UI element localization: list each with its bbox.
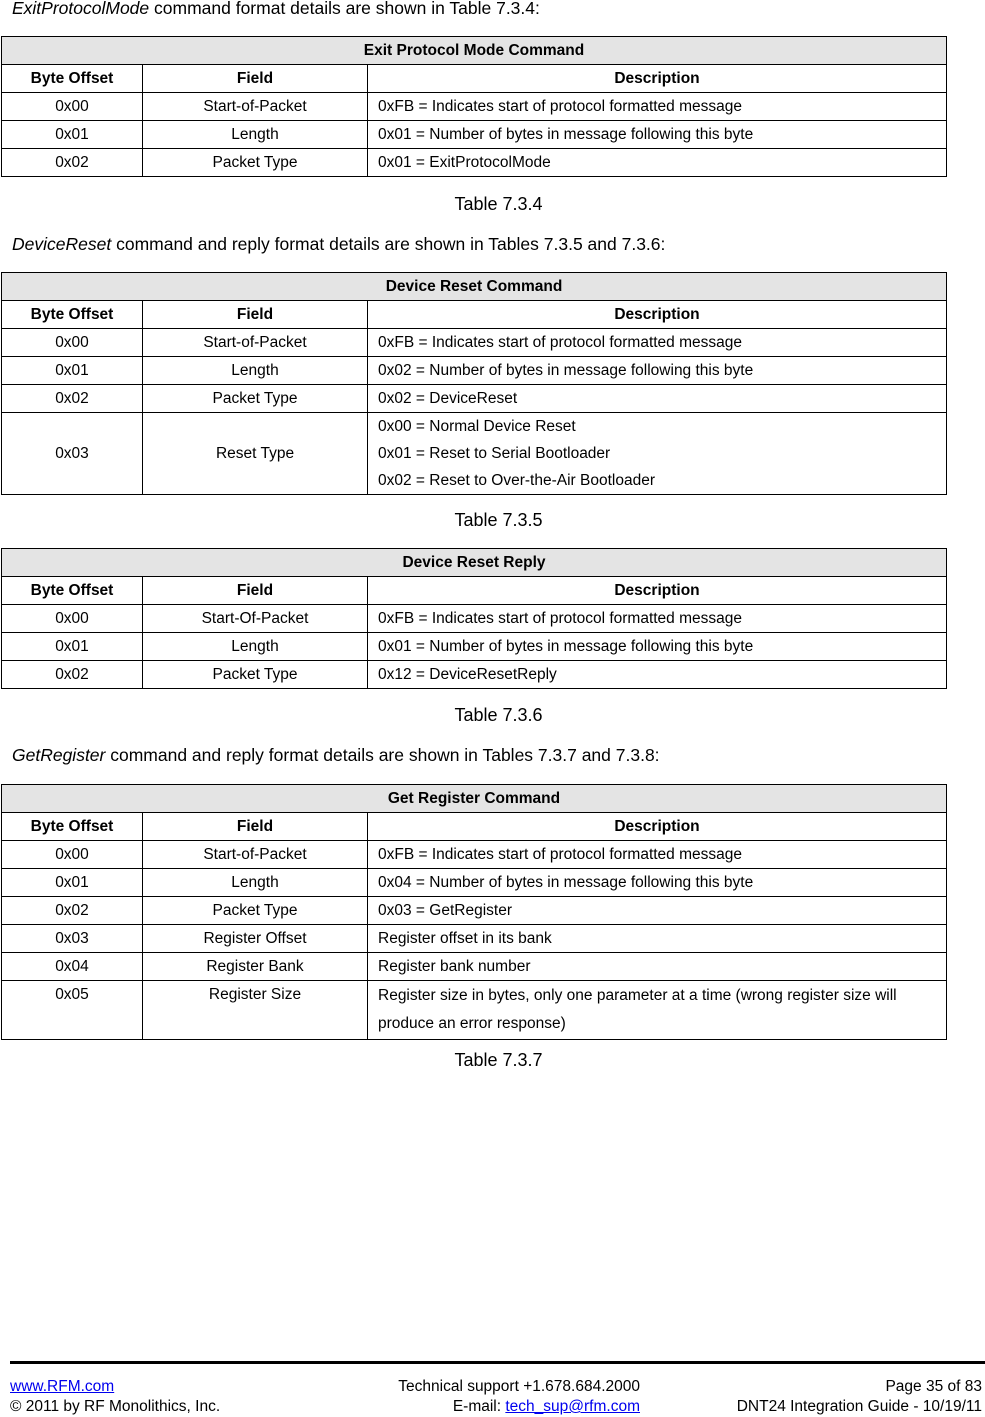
footer-center: [0, 1377, 640, 1417]
cell-description: 0xFB = Indicates start of protocol formatted message: [368, 841, 947, 869]
table-row: [2, 93, 947, 121]
cell-description: Register offset in its bank: [368, 925, 947, 953]
table-caption: Table 7.3.4: [454, 194, 543, 214]
table-title-row: [2, 785, 947, 813]
table-device-reset-reply: [1, 548, 947, 689]
table-title: Get Register Command: [2, 785, 947, 813]
table-title: Exit Protocol Mode Command: [2, 37, 947, 65]
table-title-row: [2, 37, 947, 65]
cell-field: Length: [143, 633, 368, 661]
header-byte-offset: Byte Offset: [2, 301, 143, 329]
table-caption: Table 7.3.7: [454, 1050, 543, 1070]
table-get-register-command: [1, 784, 947, 1040]
intro-text: command and reply format details are shown in Tables 7.3.5 and 7.3.6:: [111, 234, 666, 254]
header-description: Description: [368, 301, 947, 329]
copyright-text: © 2011 by RF Monolithics, Inc.: [10, 1398, 221, 1415]
table-row: [2, 953, 947, 981]
support-phone: Technical support +1.678.684.2000: [398, 1378, 640, 1395]
cell-description: 0xFB = Indicates start of protocol formatted message: [368, 329, 947, 357]
table-row: [2, 413, 947, 495]
table-row: [2, 897, 947, 925]
table-title-row: [2, 273, 947, 301]
cell-field: Register Size: [143, 981, 368, 1040]
cell-offset: 0x01: [2, 633, 143, 661]
cell-offset: 0x04: [2, 953, 143, 981]
footer-right: [737, 1377, 982, 1417]
website-link[interactable]: www.RFM.com: [10, 1378, 115, 1395]
cell-description: 0xFB = Indicates start of protocol formatted message: [368, 93, 947, 121]
cell-description: 0x01 = Number of bytes in message following this byte: [368, 633, 947, 661]
cell-offset: 0x00: [2, 93, 143, 121]
table-row: [2, 925, 947, 953]
cell-offset: 0x02: [2, 897, 143, 925]
cell-description: 0x02 = DeviceReset: [368, 385, 947, 413]
guide-title: DNT24 Integration Guide - 10/19/11: [736, 1398, 982, 1415]
cell-offset: 0x01: [2, 869, 143, 897]
table-caption: Table 7.3.6: [454, 705, 543, 725]
header-description: Description: [368, 577, 947, 605]
table-title-row: [2, 549, 947, 577]
cell-field: Length: [143, 121, 368, 149]
table-header-row: [2, 577, 947, 605]
cell-description: Register size in bytes, only one parameter at a time (wrong register size will produce an error response): [368, 981, 947, 1040]
cell-description: 0x04 = Number of bytes in message following this byte: [368, 869, 947, 897]
cell-description: Register bank number: [368, 953, 947, 981]
cell-field: Start-of-Packet: [143, 329, 368, 357]
table-row: [2, 981, 947, 1040]
page-number: Page 35 of 83: [885, 1378, 982, 1395]
table-device-reset-command: [1, 272, 947, 495]
table-header-row: [2, 301, 947, 329]
cell-field: Register Bank: [143, 953, 368, 981]
footer-divider: [10, 1361, 985, 1364]
cell-offset: 0x01: [2, 121, 143, 149]
header-field: Field: [143, 65, 368, 93]
table-header-row: [2, 65, 947, 93]
header-description: Description: [368, 813, 947, 841]
email-label: E-mail:: [452, 1398, 506, 1415]
cell-offset: 0x02: [2, 149, 143, 177]
header-field: Field: [143, 577, 368, 605]
intro-device-reset: [12, 233, 665, 255]
cell-field: Reset Type: [143, 413, 368, 495]
cell-field: Packet Type: [143, 385, 368, 413]
header-byte-offset: Byte Offset: [2, 813, 143, 841]
cell-field: Length: [143, 357, 368, 385]
table-caption: Table 7.3.5: [454, 510, 543, 530]
header-description: Description: [368, 65, 947, 93]
cell-offset: 0x02: [2, 385, 143, 413]
description-line: 0x01 = Reset to Serial Bootloader: [378, 445, 611, 462]
table-row: [2, 121, 947, 149]
table-row: [2, 149, 947, 177]
cell-field: Register Offset: [143, 925, 368, 953]
cell-description: 0x03 = GetRegister: [368, 897, 947, 925]
cell-field: Start-of-Packet: [143, 841, 368, 869]
cell-field: Packet Type: [143, 661, 368, 689]
cell-field: Start-Of-Packet: [143, 605, 368, 633]
description-line: 0x00 = Normal Device Reset: [378, 418, 576, 435]
table-row: [2, 869, 947, 897]
table-exit-protocol-mode: [1, 36, 947, 177]
table-title: Device Reset Reply: [2, 549, 947, 577]
table-row: [2, 385, 947, 413]
cell-field: Packet Type: [143, 149, 368, 177]
cell-offset: 0x05: [2, 981, 143, 1040]
cell-description: 0x12 = DeviceResetReply: [368, 661, 947, 689]
table-row: [2, 357, 947, 385]
cell-offset: 0x03: [2, 925, 143, 953]
intro-text: command format details are shown in Table 7.3.4:: [149, 0, 540, 18]
table-header-row: [2, 813, 947, 841]
header-field: Field: [143, 813, 368, 841]
table-title: Device Reset Command: [2, 273, 947, 301]
header-field: Field: [143, 301, 368, 329]
command-name: DeviceReset: [12, 234, 112, 254]
cell-description: 0x01 = Number of bytes in message following this byte: [368, 121, 947, 149]
intro-exit-protocol-mode: [12, 0, 540, 19]
cell-description: 0x01 = ExitProtocolMode: [368, 149, 947, 177]
header-byte-offset: Byte Offset: [2, 577, 143, 605]
cell-field: Start-of-Packet: [143, 93, 368, 121]
cell-field: Packet Type: [143, 897, 368, 925]
table-row: [2, 605, 947, 633]
table-row: [2, 633, 947, 661]
description-line: 0x02 = Reset to Over-the-Air Bootloader: [378, 472, 655, 489]
cell-description: 0x02 = Number of bytes in message following this byte: [368, 357, 947, 385]
cell-offset: 0x00: [2, 605, 143, 633]
cell-offset: 0x00: [2, 841, 143, 869]
cell-offset: 0x03: [2, 413, 143, 495]
cell-description: [368, 413, 947, 495]
table-row: [2, 329, 947, 357]
command-name: ExitProtocolMode: [12, 0, 150, 18]
table-row: [2, 841, 947, 869]
header-byte-offset: Byte Offset: [2, 65, 143, 93]
intro-text: command and reply format details are shown in Tables 7.3.7 and 7.3.8:: [105, 745, 660, 765]
command-name: GetRegister: [12, 745, 106, 765]
intro-get-register: [12, 744, 660, 766]
cell-offset: 0x02: [2, 661, 143, 689]
cell-description: 0xFB = Indicates start of protocol formatted message: [368, 605, 947, 633]
cell-offset: 0x00: [2, 329, 143, 357]
table-row: [2, 661, 947, 689]
cell-field: Length: [143, 869, 368, 897]
email-link[interactable]: tech_sup@rfm.com: [505, 1398, 640, 1415]
cell-offset: 0x01: [2, 357, 143, 385]
